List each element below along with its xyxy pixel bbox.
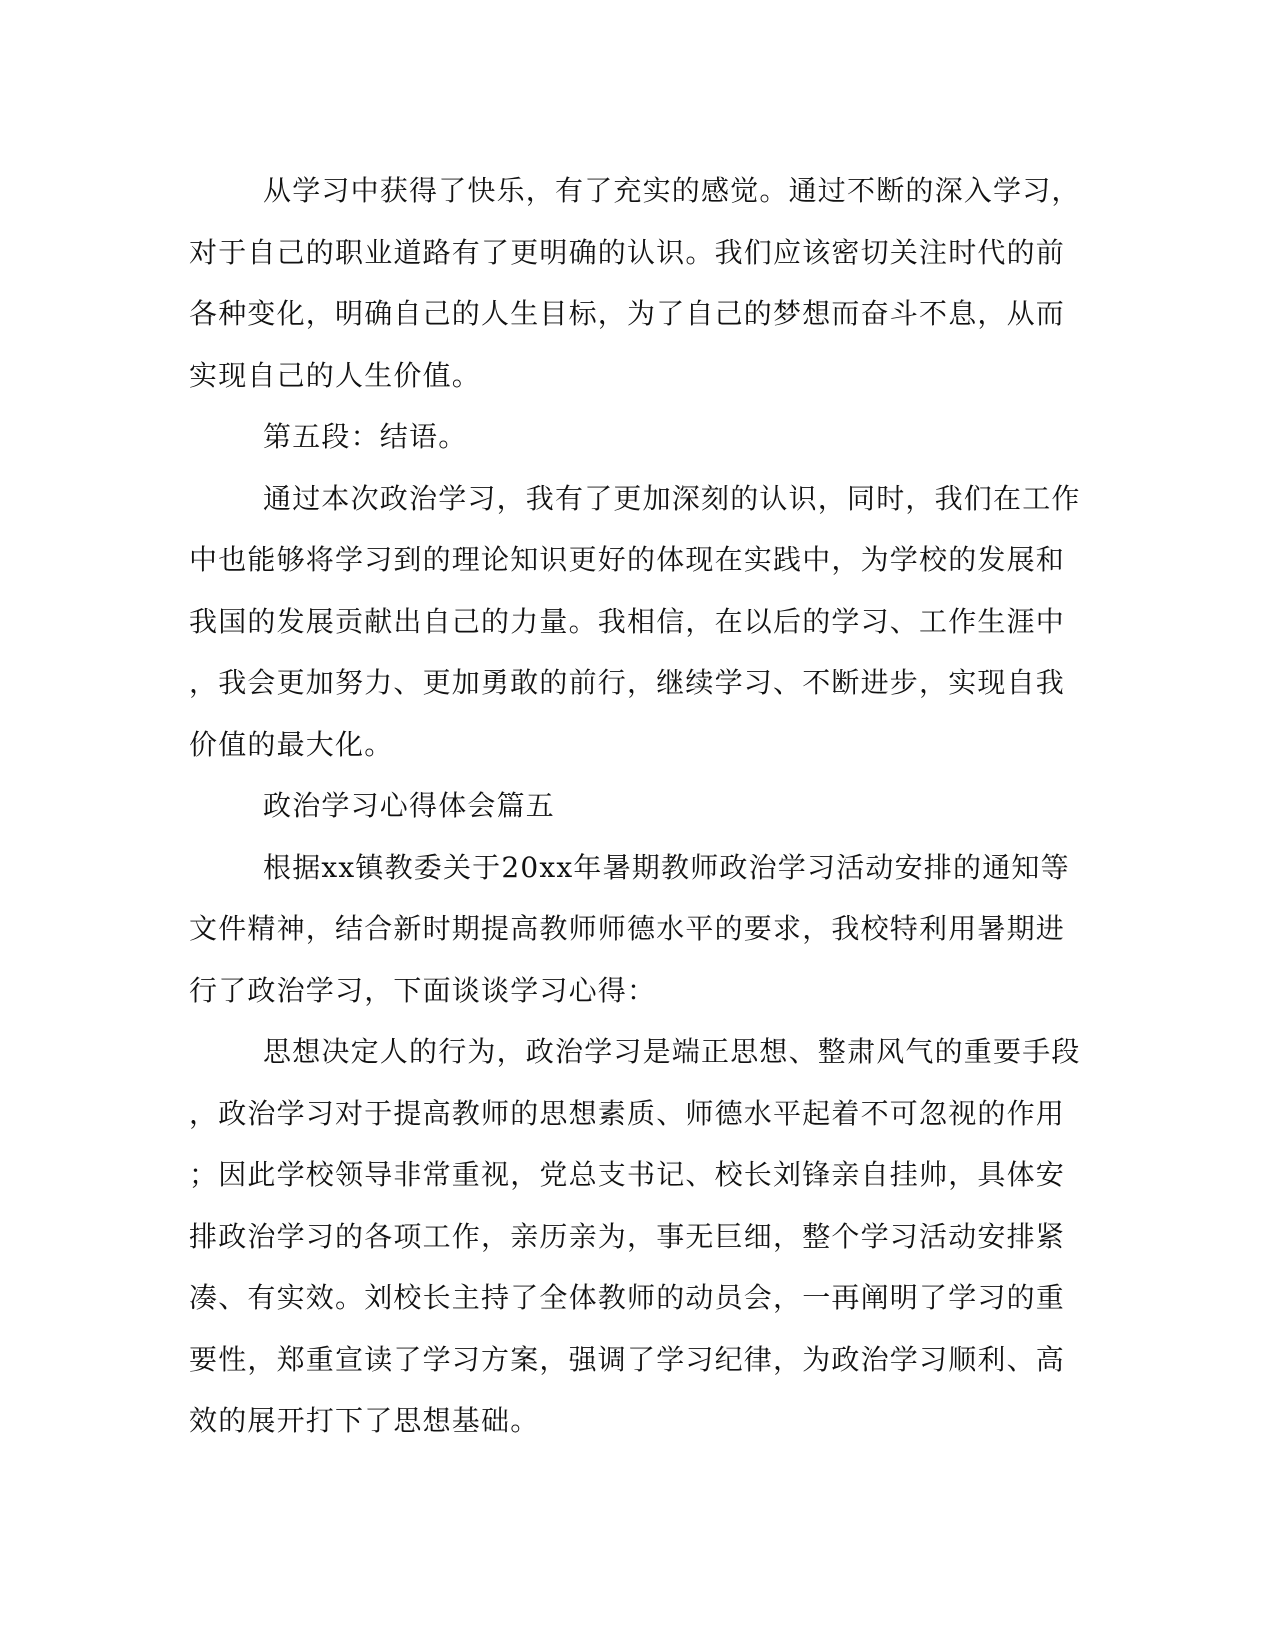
paragraph-line: 文件精神，结合新时期提高教师师德水平的要求，我校特利用暑期进 xyxy=(189,912,1066,945)
paragraph-line: 根据xx镇教委关于20xx年暑期教师政治学习活动安排的通知等 xyxy=(263,850,1070,884)
paragraph-line: 效的展开打下了思想基础。 xyxy=(189,1404,540,1437)
paragraph-line: 要性，郑重宣读了学习方案，强调了学习纪律，为政治学习顺利、高 xyxy=(189,1342,1066,1376)
paragraph-line: ，我会更加努力、更加勇敢的前行，继续学习、不断进步，实现自我 xyxy=(189,666,1066,699)
paragraph-line: 实现自己的人生价值。 xyxy=(189,358,482,392)
paragraph-line: 价值的最大化。 xyxy=(189,727,394,761)
paragraph-line: 排政治学习的各项工作，亲历亲为，事无巨细，整个学习活动安排紧 xyxy=(189,1219,1066,1253)
paragraph-line: 凑、有实效。刘校长主持了全体教师的动员会，一再阐明了学习的重 xyxy=(189,1281,1066,1314)
paragraph-line: 中也能够将学习到的理论知识更好的体现在实践中，为学校的发展和 xyxy=(189,543,1066,576)
paragraph-line: ；因此学校领导非常重视，党总支书记、校长刘锋亲自挂帅，具体安 xyxy=(189,1158,1066,1191)
paragraph-line: 行了政治学习，下面谈谈学习心得： xyxy=(189,973,657,1007)
paragraph-line: ，政治学习对于提高教师的思想素质、师德水平起着不可忽视的作用 xyxy=(189,1096,1066,1130)
paragraph-line: 各种变化，明确自己的人生目标，为了自己的梦想而奋斗不息，从而 xyxy=(189,297,1066,330)
section-heading: 第五段：结语。 xyxy=(263,420,468,453)
paragraph-line: 对于自己的职业道路有了更明确的认识。我们应该密切关注时代的前 xyxy=(189,235,1066,269)
paragraph-line: 从学习中获得了快乐，有了充实的感觉。通过不断的深入学习， xyxy=(263,174,1081,207)
paragraph-line: 通过本次政治学习，我有了更加深刻的认识，同时，我们在工作 xyxy=(263,481,1081,515)
section-title: 政治学习心得体会篇五 xyxy=(263,789,556,822)
document-body xyxy=(189,160,1089,1452)
paragraph-line: 我国的发展贡献出自己的力量。我相信，在以后的学习、工作生涯中 xyxy=(189,604,1066,638)
paragraph-line: 思想决定人的行为，政治学习是端正思想、整肃风气的重要手段 xyxy=(263,1035,1081,1068)
